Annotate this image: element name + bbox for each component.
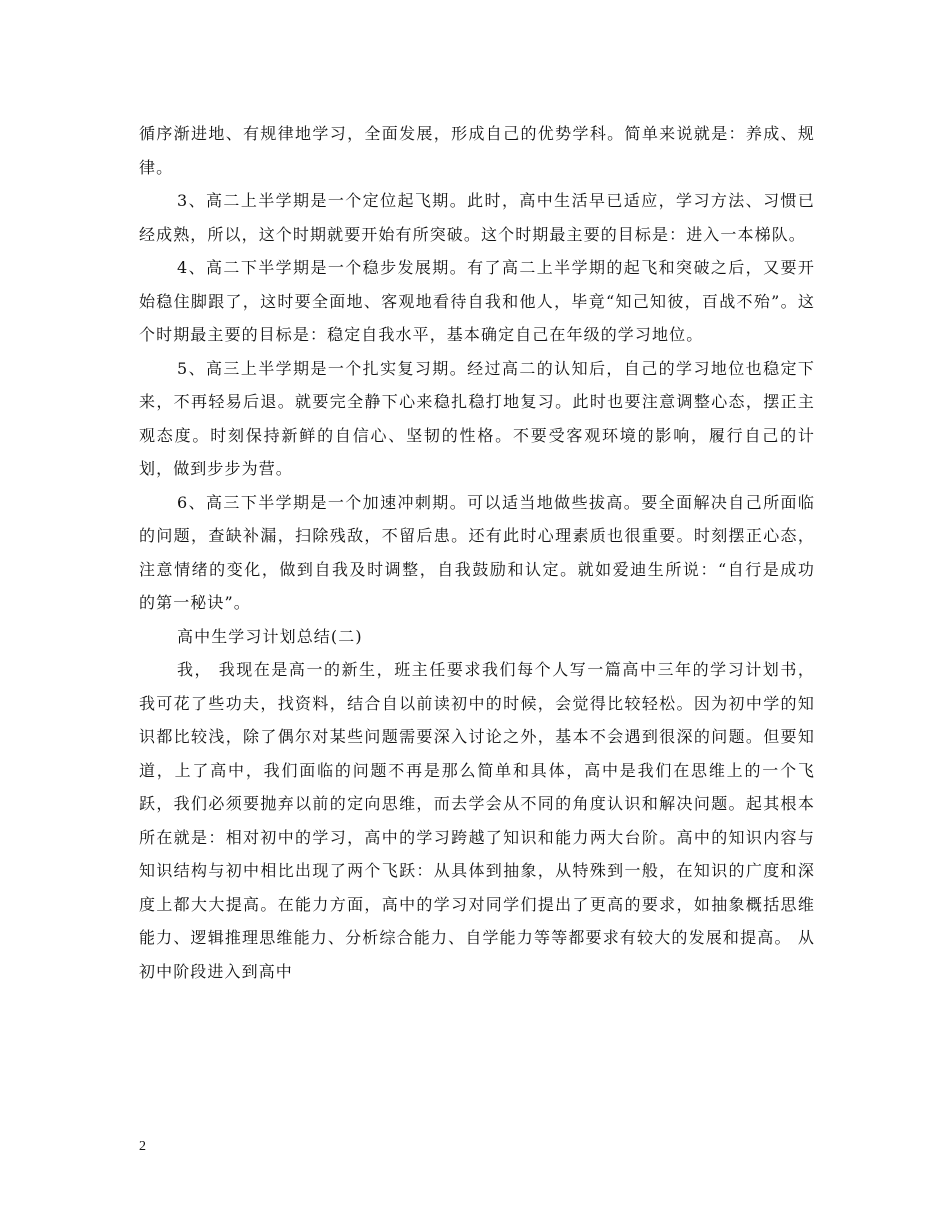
paragraph: 循序渐进地、有规律地学习，全面发展，形成自己的优势学科。简单来说就是：养成、规律。: [139, 124, 815, 177]
paragraph: 6、高三下半学期是一个加速冲刺期。可以适当地做些拔高。要全面解决自己所面临的问题，查缺补漏，扫除残敌，不留后患。还有此时心理素质也很重要。时刻摆正心态，注意情绪的变化，做到自我及时调整，自我鼓励和认定。就如爱迪生所说：“自行是成功的第一秘诀”。: [139, 492, 815, 612]
page-number: 2: [139, 1139, 146, 1154]
paragraph: 4、高二下半学期是一个稳步发展期。有了高二上半学期的起飞和突破之后，又要开始稳住脚跟了，这时要全面地、客观地看待自我和他人，毕竟“知己知彼，百战不殆”。这个时期最主要的目标是：稳定自我水平，基本确定自己在年级的学习地位。: [139, 258, 815, 344]
body-text: [139, 117, 815, 988]
paragraph: 我， 我现在是高一的新生，班主任要求我们每个人写一篇高中三年的学习计划书，我可花了些功夫，找资料，结合自以前读初中的时候，会觉得比较轻松。因为初中学的知识都比较浅，除了偶尔对某些问题需要深入讨论之外，基本不会遇到很深的问题。但要知道，上了高中，我们面临的问题不再是那么简单和具体，高中是我们在思维上的一个飞跃，我们必须要抛弃以前的定向思维，而去学会从不同的角度认识和解决问题。起其根本所在就是：相对初中的学习，高中的学习跨越了知识和能力两大台阶。高中的知识内容与知识结构与初中相比出现了两个飞跃：从具体到抽象，从特殊到一般，在知识的广度和深度上都大大提高。在能力方面，高中的学习对同学们提出了更高的要求，如抽象概括思维能力、逻辑推理思维能力、分析综合能力、自学能力等等都要求有较大的发展和提高。 从初中阶段进入到高中: [139, 660, 815, 981]
section-heading: 高中生学习计划总结(二): [177, 626, 363, 646]
paragraph: 3、高二上半学期是一个定位起飞期。此时，高中生活早已适应，学习方法、习惯已经成熟，所以，这个时期就要开始有所突破。这个时期最主要的目标是：进入一本梯队。: [139, 191, 815, 244]
paragraph: 5、高三上半学期是一个扎实复习期。经过高二的认知后，自己的学习地位也稳定下来，不再轻易后退。就要完全静下心来稳扎稳打地复习。此时也要注意调整心态，摆正主观态度。时刻保持新鲜的自信心、坚韧的性格。不要受客观环境的影响，履行自己的计划，做到步步为营。: [139, 358, 815, 478]
